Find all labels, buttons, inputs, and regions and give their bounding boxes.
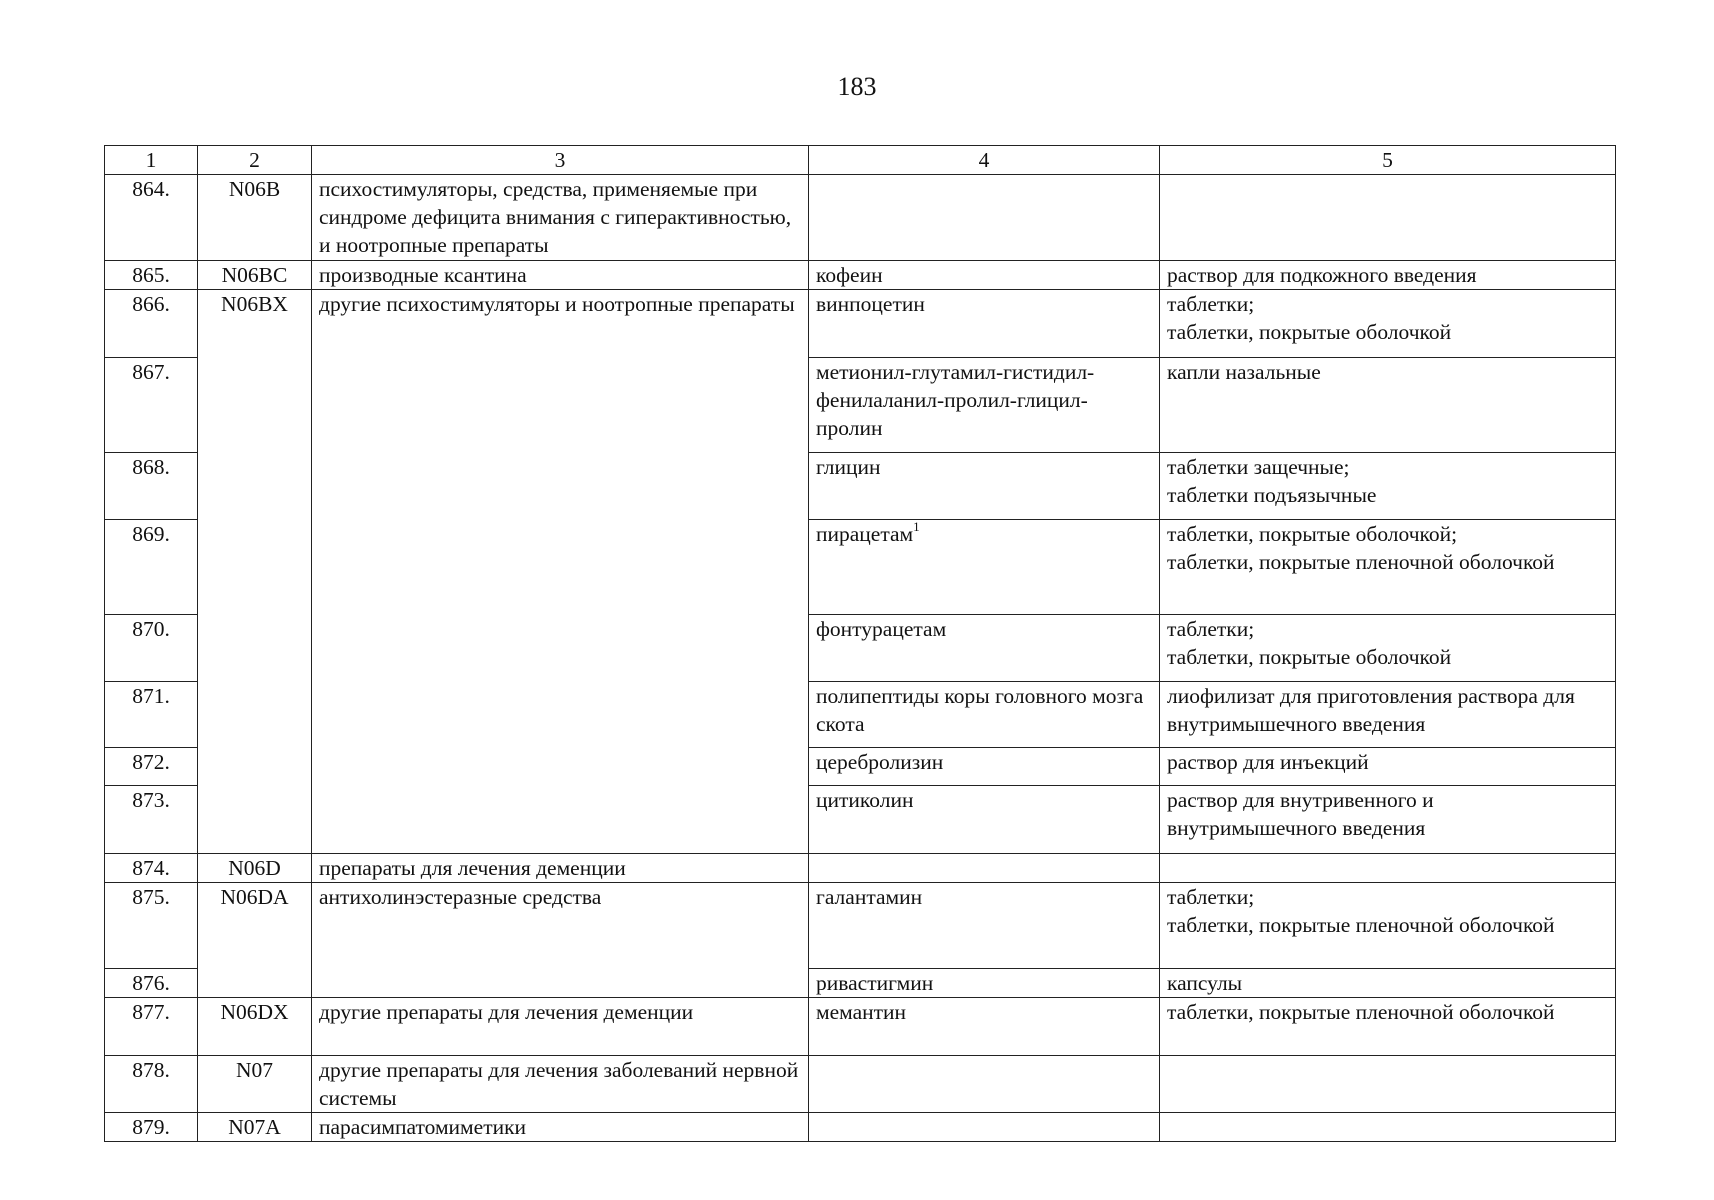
drug-name: фонтурацетам [809, 615, 1160, 682]
drug-name: глицин [809, 453, 1160, 520]
drug-name [809, 520, 1160, 615]
dosage-form [1160, 883, 1616, 969]
drug-name [809, 1113, 1160, 1142]
dosage-form [1160, 615, 1616, 682]
table-row [105, 261, 1616, 290]
column-header-3: 3 [312, 146, 809, 175]
table-row [105, 1056, 1616, 1113]
atc-code: N06BC [198, 261, 312, 290]
drug-name [809, 175, 1160, 261]
header-row [105, 146, 1616, 175]
atc-code: N06D [198, 854, 312, 883]
dosage-form: раствор для внутривенного и внутримышечного введения [1160, 786, 1616, 854]
atc-code: N06DX [198, 998, 312, 1056]
row-number: 871. [105, 682, 198, 748]
group-name: другие препараты для лечения заболеваний нервной системы [312, 1056, 809, 1113]
group-name: препараты для лечения деменции [312, 854, 809, 883]
dosage-form-text: таблетки, покрытые оболочкой; таблетки, покрытые пленочной оболочкой [1167, 522, 1555, 574]
dosage-form [1160, 453, 1616, 520]
dosage-form: лиофилизат для приготовления раствора для внутримышечного введения [1160, 682, 1616, 748]
row-number: 877. [105, 998, 198, 1056]
drug-name: ривастигмин [809, 969, 1160, 998]
dosage-form-text: таблетки; таблетки, покрытые пленочной оболочкой [1167, 885, 1555, 937]
atc-code: N07A [198, 1113, 312, 1142]
dosage-form: раствор для подкожного введения [1160, 261, 1616, 290]
group-name: парасимпатомиметики [312, 1113, 809, 1142]
drug-name: галантамин [809, 883, 1160, 969]
group-name: антихолинэстеразные средства [312, 883, 809, 998]
row-number: 874. [105, 854, 198, 883]
atc-code: N06BX [198, 290, 312, 854]
row-number: 873. [105, 786, 198, 854]
dosage-form-text: таблетки защечные; таблетки подъязычные [1167, 455, 1377, 507]
row-number: 866. [105, 290, 198, 358]
row-number: 879. [105, 1113, 198, 1142]
dosage-form: капсулы [1160, 969, 1616, 998]
drug-name: полипептиды коры головного мозга скота [809, 682, 1160, 748]
column-header-4: 4 [809, 146, 1160, 175]
column-header-1: 1 [105, 146, 198, 175]
dosage-form: таблетки, покрытые пленочной оболочкой [1160, 998, 1616, 1056]
dosage-form: капли назальные [1160, 358, 1616, 453]
dosage-form: раствор для инъекций [1160, 748, 1616, 786]
row-number: 865. [105, 261, 198, 290]
group-name: другие препараты для лечения деменции [312, 998, 809, 1056]
drug-name: винпоцетин [809, 290, 1160, 358]
row-number: 864. [105, 175, 198, 261]
dosage-form-text: таблетки; таблетки, покрытые оболочкой [1167, 617, 1452, 669]
row-number: 875. [105, 883, 198, 969]
dosage-form [1160, 854, 1616, 883]
table-row [105, 1113, 1616, 1142]
drug-name: метионил-глутамил-гистидил-фенилаланил-пролил-глицил-пролин [809, 358, 1160, 453]
atc-code: N06B [198, 175, 312, 261]
dosage-form-text: таблетки; таблетки, покрытые оболочкой [1167, 292, 1452, 344]
page-number: 183 [837, 72, 877, 101]
drug-name: мемантин [809, 998, 1160, 1056]
column-header-2: 2 [198, 146, 312, 175]
group-name: психостимуляторы, средства, применяемые при синдроме дефицита внимания с гиперактивностью, и ноотропные препараты [312, 175, 809, 261]
group-name: другие психостимуляторы и ноотропные препараты [312, 290, 809, 854]
drug-name: цитиколин [809, 786, 1160, 854]
drug-name: кофеин [809, 261, 1160, 290]
dosage-form [1160, 290, 1616, 358]
dosage-form [1160, 1113, 1616, 1142]
row-number: 867. [105, 358, 198, 453]
dosage-form [1160, 520, 1616, 615]
table-row [105, 854, 1616, 883]
row-number: 878. [105, 1056, 198, 1113]
atc-code: N06DA [198, 883, 312, 998]
dosage-form [1160, 175, 1616, 261]
dosage-form [1160, 1056, 1616, 1113]
drug-name [809, 854, 1160, 883]
row-number: 869. [105, 520, 198, 615]
drug-name: церебролизин [809, 748, 1160, 786]
table-row [105, 175, 1616, 261]
row-number: 870. [105, 615, 198, 682]
row-number: 876. [105, 969, 198, 998]
drug-name [809, 1056, 1160, 1113]
table-row [105, 290, 1616, 358]
atc-code: N07 [198, 1056, 312, 1113]
group-name: производные ксантина [312, 261, 809, 290]
drug-name-text: пирацетам [816, 522, 914, 546]
row-number: 872. [105, 748, 198, 786]
table-row [105, 998, 1616, 1056]
column-header-5: 5 [1160, 146, 1616, 175]
footnote-marker: 1 [913, 518, 920, 534]
row-number: 868. [105, 453, 198, 520]
table-row [105, 883, 1616, 969]
drug-table [104, 145, 1616, 1142]
